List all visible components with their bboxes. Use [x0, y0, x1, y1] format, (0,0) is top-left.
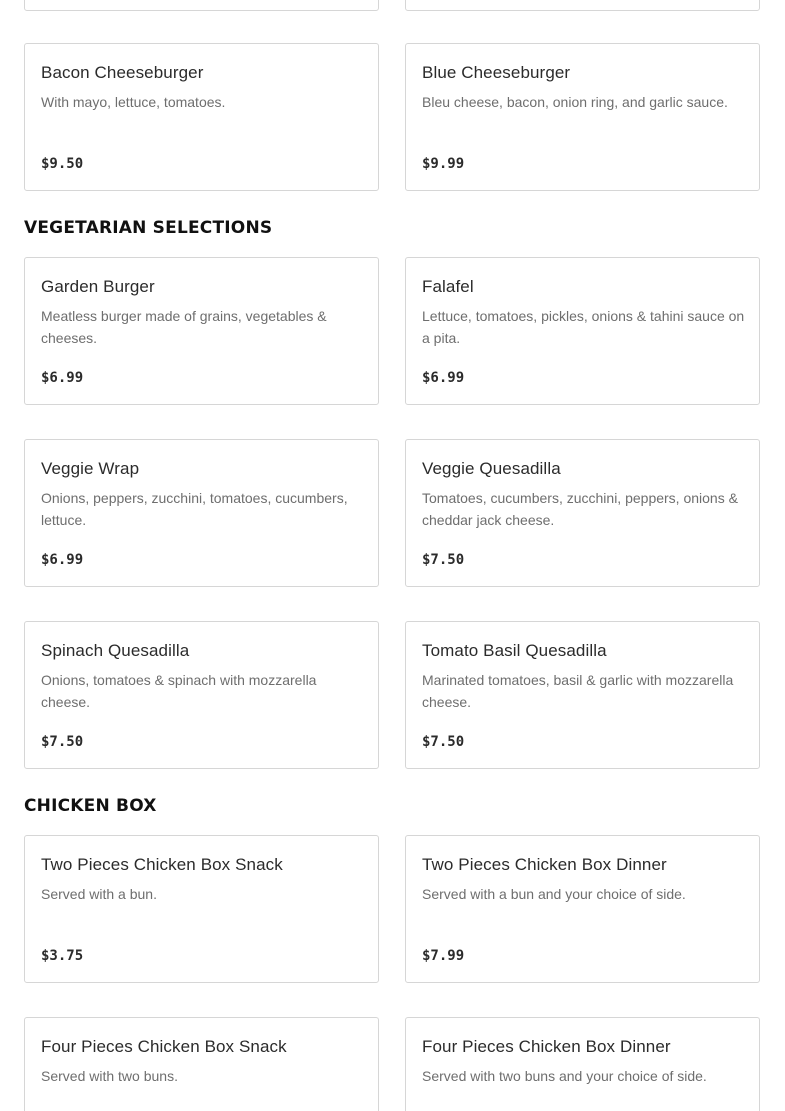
- menu-item-card[interactable]: [24, 257, 379, 405]
- menu-item-price: $3.75: [41, 948, 84, 964]
- menu-item-card[interactable]: [405, 621, 760, 769]
- menu-item-card[interactable]: [24, 835, 379, 983]
- menu-item-price: $9.50: [41, 156, 84, 172]
- menu-item-name: Veggie Quesadilla: [422, 459, 561, 478]
- menu-item-price: $7.99: [422, 948, 465, 964]
- menu-item-name: Bacon Cheeseburger: [41, 63, 204, 82]
- menu-item-description: Served with two buns and your choice of side.: [422, 1068, 707, 1084]
- menu-item-card[interactable]: [24, 621, 379, 769]
- section-heading: VEGETARIAN SELECTIONS: [24, 218, 273, 238]
- menu-item-description: Served with two buns.: [41, 1068, 178, 1084]
- menu-item-price: $7.50: [41, 734, 84, 750]
- menu-item-description: Meatless burger made of grains, vegetables & cheeses.: [41, 308, 327, 346]
- menu-item-price: $6.99: [422, 370, 465, 386]
- menu-item-card[interactable]: [24, 1017, 379, 1111]
- menu-item-description: Tomatoes, cucumbers, zucchini, peppers, onions & cheddar jack cheese.: [422, 490, 738, 528]
- menu-item-name: Veggie Wrap: [41, 459, 140, 478]
- menu-item-description: With mayo, lettuce, tomatoes.: [41, 94, 226, 110]
- menu-item-price: $7.50: [422, 734, 465, 750]
- menu-item-name: Tomato Basil Quesadilla: [422, 641, 607, 660]
- menu-item-description: Served with a bun.: [41, 886, 157, 902]
- menu-item-name: Two Pieces Chicken Box Dinner: [422, 855, 667, 874]
- menu-item-card[interactable]: [24, 0, 379, 11]
- menu-item-description: Lettuce, tomatoes, pickles, onions & tahini sauce on a pita.: [422, 308, 745, 346]
- menu-item-name: Two Pieces Chicken Box Snack: [41, 855, 283, 874]
- menu-item-name: Falafel: [422, 277, 474, 296]
- menu-item-name: Four Pieces Chicken Box Dinner: [422, 1037, 671, 1056]
- menu-item-card[interactable]: [24, 439, 379, 587]
- menu-item-description: Marinated tomatoes, basil & garlic with mozzarella cheese.: [422, 672, 734, 710]
- menu-item-description: Onions, peppers, zucchini, tomatoes, cucumbers, lettuce.: [41, 490, 348, 528]
- menu-item-card[interactable]: [24, 43, 379, 191]
- section-heading: CHICKEN BOX: [24, 796, 157, 816]
- menu-item-name: Garden Burger: [41, 277, 155, 296]
- menu-item-description: Bleu cheese, bacon, onion ring, and garlic sauce.: [422, 94, 728, 110]
- menu-item-card[interactable]: [405, 257, 760, 405]
- menu-item-price: $6.99: [41, 552, 84, 568]
- menu-item-card[interactable]: [405, 43, 760, 191]
- menu-item-description: Served with a bun and your choice of side.: [422, 886, 686, 902]
- menu-item-price: $7.50: [422, 552, 465, 568]
- menu-item-card[interactable]: [405, 1017, 760, 1111]
- menu-item-card[interactable]: [405, 0, 760, 11]
- menu-item-name: Four Pieces Chicken Box Snack: [41, 1037, 287, 1056]
- menu-item-name: Blue Cheeseburger: [422, 63, 571, 82]
- menu-item-price: $9.99: [422, 156, 465, 172]
- menu-item-price: $6.99: [41, 370, 84, 386]
- menu-item-description: Onions, tomatoes & spinach with mozzarella cheese.: [41, 672, 317, 710]
- menu-item-card[interactable]: [405, 835, 760, 983]
- menu-item-card[interactable]: [405, 439, 760, 587]
- menu-item-name: Spinach Quesadilla: [41, 641, 190, 660]
